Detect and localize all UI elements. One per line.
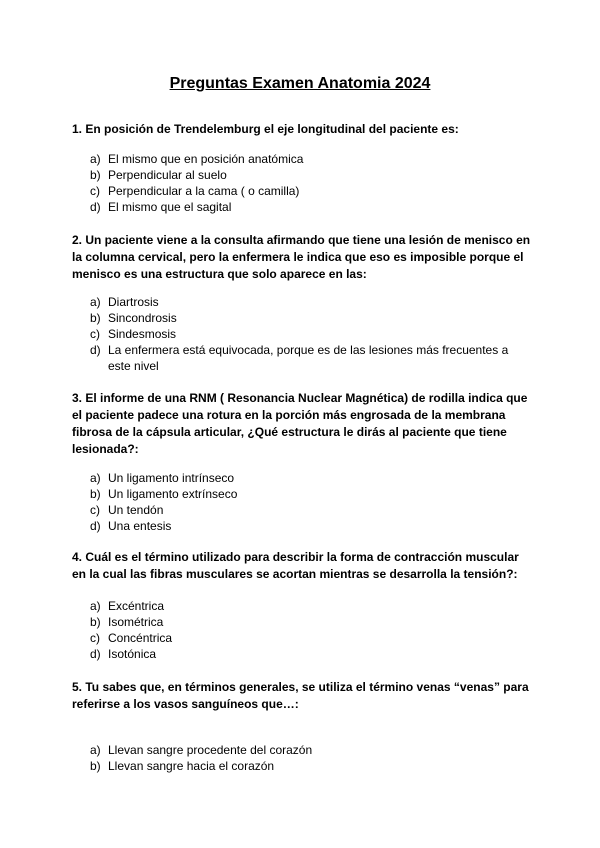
question-3: 3. El informe de una RNM ( Resonancia Nuclear Magnética) de rodilla indica que el paciente padece una rotura en la porción más engrosada de la membrana fibrosa de la cápsula articular, ¿Qué estructura le dirás al paciente que tiene lesionada?: bbox=[72, 391, 528, 456]
option-letter: b) bbox=[90, 487, 101, 501]
option-text: Perpendicular a la cama ( o camilla) bbox=[108, 184, 300, 198]
option-letter: a) bbox=[90, 599, 101, 613]
option-1b bbox=[90, 167, 530, 183]
option-1d bbox=[90, 199, 530, 215]
option-letter: b) bbox=[90, 759, 101, 773]
question-4-options bbox=[90, 598, 530, 662]
option-text: Isotónica bbox=[108, 647, 157, 661]
option-letter: d) bbox=[90, 647, 101, 661]
option-text: Sindesmosis bbox=[108, 327, 177, 341]
option-text: La enfermera está equivocada, porque es de las lesiones más frecuentes a este nivel bbox=[108, 343, 509, 373]
option-letter: a) bbox=[90, 471, 101, 485]
option-text: Una entesis bbox=[108, 519, 172, 533]
option-letter: c) bbox=[90, 631, 100, 645]
option-2d bbox=[90, 342, 530, 374]
option-text: Isométrica bbox=[108, 615, 164, 629]
option-letter: c) bbox=[90, 503, 100, 517]
option-4d bbox=[90, 646, 530, 662]
option-2c bbox=[90, 326, 530, 342]
option-letter: b) bbox=[90, 311, 101, 325]
option-1a bbox=[90, 151, 530, 167]
option-4b bbox=[90, 614, 530, 630]
option-text: El mismo que el sagital bbox=[108, 200, 232, 214]
option-letter: b) bbox=[90, 615, 101, 629]
option-3d bbox=[90, 518, 530, 534]
option-3b bbox=[90, 486, 530, 502]
option-text: El mismo que en posición anatómica bbox=[108, 152, 304, 166]
option-4c bbox=[90, 630, 530, 646]
question-5-options bbox=[90, 742, 530, 774]
question-1: 1. En posición de Trendelemburg el eje longitudinal del paciente es: bbox=[72, 122, 459, 136]
option-1c bbox=[90, 183, 530, 199]
question-1-options bbox=[90, 151, 530, 215]
option-letter: c) bbox=[90, 184, 100, 198]
option-text: Diartrosis bbox=[108, 295, 159, 309]
option-letter: d) bbox=[90, 200, 101, 214]
option-3a bbox=[90, 470, 530, 486]
option-text: Perpendicular al suelo bbox=[108, 168, 227, 182]
option-2a bbox=[90, 294, 530, 310]
option-5a bbox=[90, 742, 530, 758]
option-letter: b) bbox=[90, 168, 101, 182]
question-4: 4. Cuál es el término utilizado para describir la forma de contracción muscular en la cual las fibras musculares se acortan mientras se desarrolla la tensión?: bbox=[72, 550, 519, 581]
option-letter: d) bbox=[90, 343, 101, 357]
option-3c bbox=[90, 502, 530, 518]
option-text: Llevan sangre hacia el corazón bbox=[108, 759, 275, 773]
question-2: 2. Un paciente viene a la consulta afirmando que tiene una lesión de menisco en la columna cervical, pero la enfermera le indica que eso es imposible porque el menisco es una estructura que solo aparece en las: bbox=[72, 233, 531, 281]
option-text: Un ligamento intrínseco bbox=[108, 471, 235, 485]
option-2b bbox=[90, 310, 530, 326]
option-letter: a) bbox=[90, 152, 101, 166]
option-letter: a) bbox=[90, 743, 101, 757]
question-2-options bbox=[90, 294, 530, 374]
option-letter: a) bbox=[90, 295, 101, 309]
option-letter: d) bbox=[90, 519, 101, 533]
page-title: Preguntas Examen Anatomia 2024 bbox=[169, 75, 431, 92]
option-text: Llevan sangre procedente del corazón bbox=[108, 743, 313, 757]
option-letter: c) bbox=[90, 327, 100, 341]
option-text: Sincondrosis bbox=[108, 311, 177, 325]
option-text: Concéntrica bbox=[108, 631, 173, 645]
question-3-options bbox=[90, 470, 530, 534]
option-text: Excéntrica bbox=[108, 599, 165, 613]
option-4a bbox=[90, 598, 530, 614]
question-5: 5. Tu sabes que, en términos generales, se utiliza el término venas “venas” para referirse a los vasos sanguíneos que…: bbox=[72, 680, 529, 711]
option-text: Un ligamento extrínseco bbox=[108, 487, 238, 501]
option-text: Un tendón bbox=[108, 503, 164, 517]
option-5b bbox=[90, 758, 530, 774]
